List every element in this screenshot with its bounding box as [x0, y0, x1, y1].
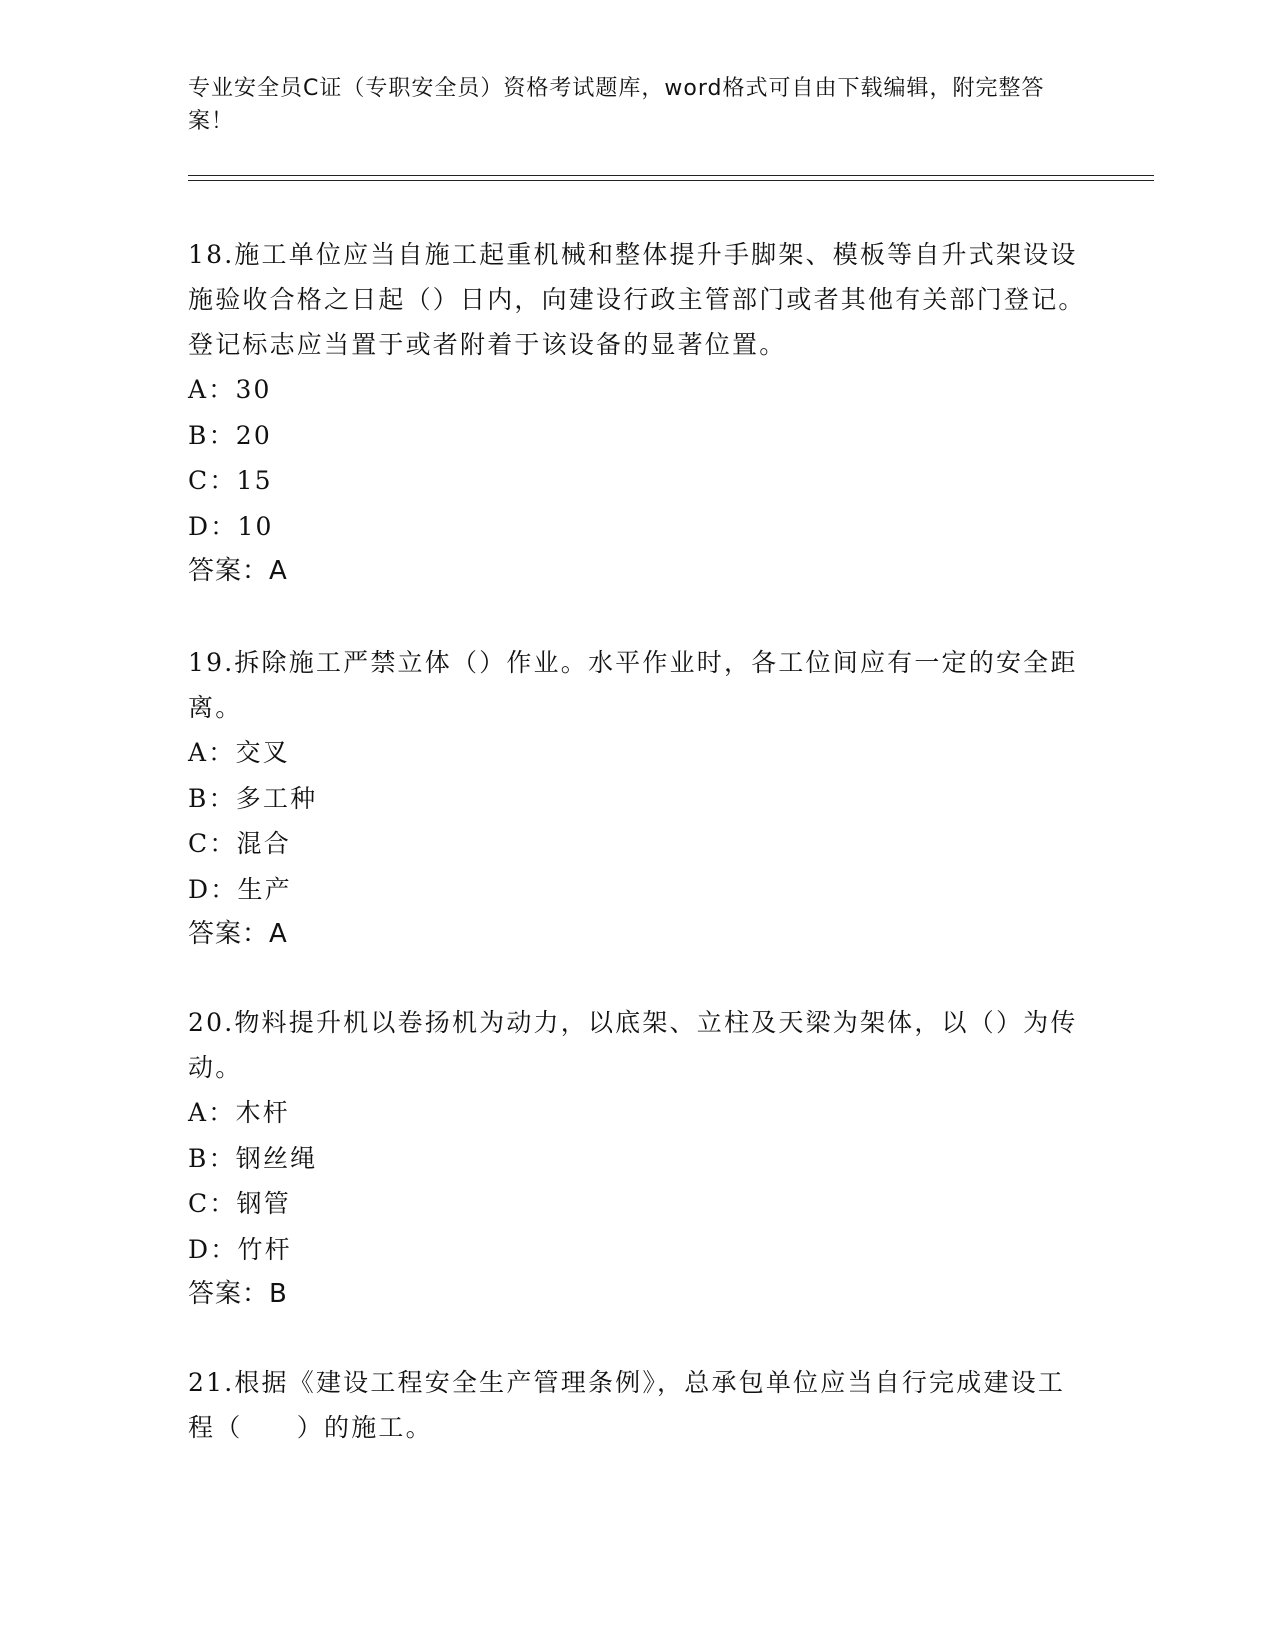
option-c: C：钢管 — [188, 1189, 291, 1218]
question-stem: 18.施工单位应当自施工起重机械和整体提升手脚架、模板等自升式架设设施验收合格之日起（）日内，向建设行政主管部门或者其他有关部门登记。登记标志应当置于或者附着于该设备的显著位置。 — [188, 240, 1086, 359]
option-d: D：生产 — [188, 874, 292, 904]
option-b: B：多工种 — [188, 783, 318, 813]
option-d: D：10 — [188, 511, 274, 541]
question-20 — [188, 1000, 1088, 1318]
question-stem: 19.拆除施工严禁立体（）作业。水平作业时，各工位间应有一定的安全距离。 — [188, 648, 1078, 722]
option-c: C：15 — [188, 466, 273, 495]
option-c: C：混合 — [188, 829, 291, 858]
option-a: A：木杆 — [188, 1098, 290, 1127]
option-b: B：钢丝绳 — [188, 1143, 318, 1173]
option-a: A：交叉 — [188, 738, 290, 767]
answer: 答案：A — [188, 919, 288, 949]
answer: 答案：A — [188, 556, 288, 586]
question-stem: 20.物料提升机以卷扬机为动力，以底架、立柱及天梁为架体，以（）为传动。 — [188, 1008, 1078, 1082]
question-21 — [188, 1360, 1088, 1450]
header-rule-top — [188, 175, 1154, 176]
answer: 答案：B — [188, 1279, 288, 1309]
option-b: B：20 — [188, 420, 272, 450]
header-rule-bottom — [188, 180, 1154, 181]
question-stem: 21.根据《建设工程安全生产管理条例》，总承包单位应当自行完成建设工程（ ）的施工。 — [188, 1368, 1066, 1442]
document-header: 专业安全员C证（专职安全员）资格考试题库，word格式可自由下载编辑，附完整答案！ — [188, 76, 1045, 134]
option-a: A：30 — [188, 375, 272, 404]
question-18 — [188, 232, 1088, 595]
option-d: D：竹杆 — [188, 1234, 292, 1264]
question-19 — [188, 640, 1088, 958]
